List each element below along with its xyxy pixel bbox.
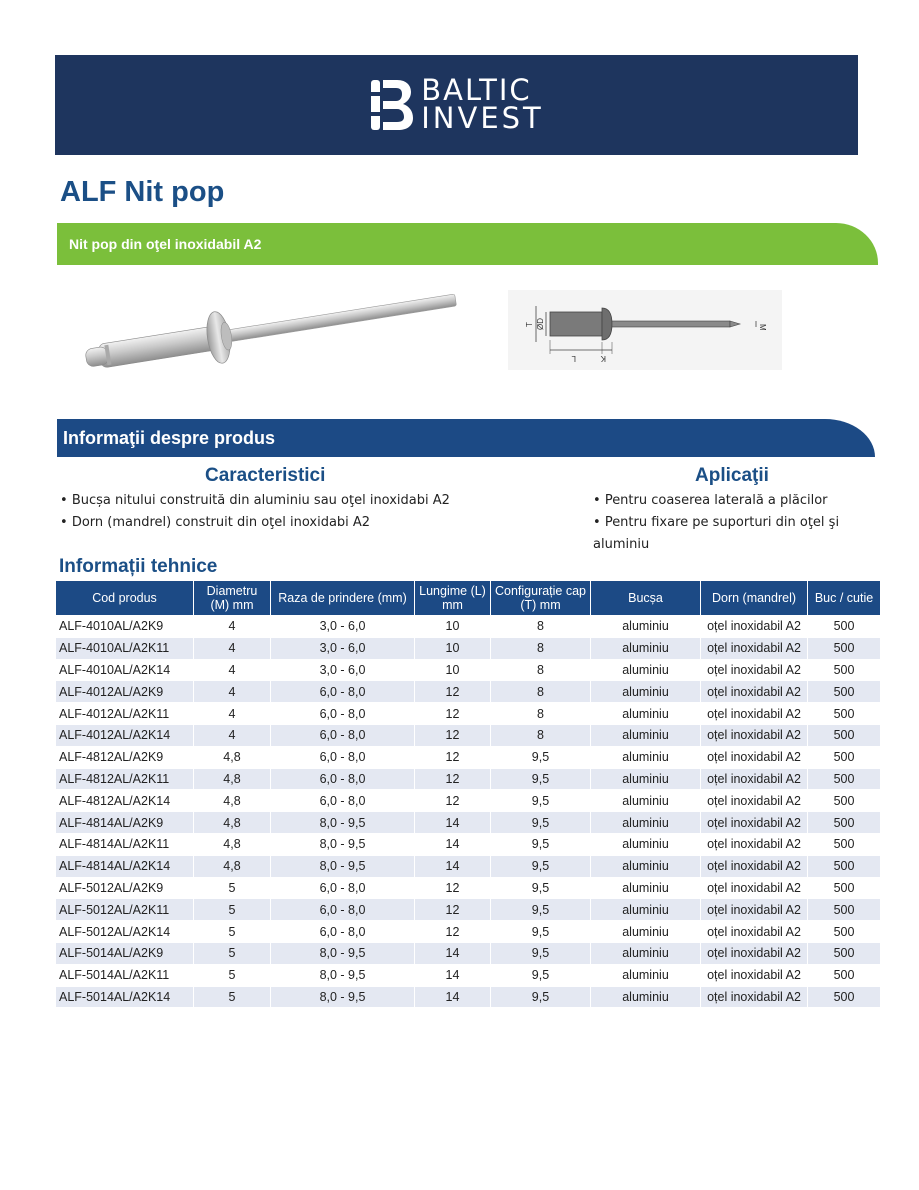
- cell-mandrel: oțel inoxidabil A2: [701, 877, 808, 899]
- dim-label-t: T: [525, 322, 534, 327]
- table-row: [56, 659, 881, 681]
- cell-length: 10: [415, 659, 491, 681]
- cell-qty: 500: [808, 724, 881, 746]
- cell-mandrel: oțel inoxidabil A2: [701, 681, 808, 703]
- table-row: [56, 637, 881, 659]
- cell-grip-range: 6,0 - 8,0: [271, 899, 415, 921]
- cell-length: 12: [415, 877, 491, 899]
- cell-length: 14: [415, 986, 491, 1008]
- characteristic-item: • Dorn (mandrel) construit din oţel inoxidabi A2: [60, 512, 450, 534]
- table-row: [56, 724, 881, 746]
- characteristics-heading: Caracteristici: [205, 465, 326, 486]
- cell-head: 8: [491, 659, 591, 681]
- info-section-title: Informaţii despre produs: [63, 427, 276, 448]
- spec-table: [55, 580, 881, 1008]
- cell-code: ALF-5014AL/A2K14: [56, 986, 194, 1008]
- cell-body: aluminiu: [591, 942, 701, 964]
- cell-length: 14: [415, 964, 491, 986]
- cell-diameter: 5: [194, 964, 271, 986]
- cell-head: 9,5: [491, 921, 591, 943]
- cell-diameter: 4: [194, 681, 271, 703]
- applications-heading: Aplicaţii: [695, 465, 769, 486]
- characteristics-list: [60, 490, 450, 534]
- table-row: [56, 877, 881, 899]
- cell-head: 9,5: [491, 855, 591, 877]
- cell-mandrel: oțel inoxidabil A2: [701, 921, 808, 943]
- col-header-body: Bucșa: [591, 581, 701, 616]
- baltic-invest-logo: [369, 73, 544, 135]
- rivet-dimension-drawing: [508, 290, 782, 370]
- cell-body: aluminiu: [591, 877, 701, 899]
- table-row: [56, 768, 881, 790]
- cell-qty: 500: [808, 986, 881, 1008]
- cell-body: aluminiu: [591, 986, 701, 1008]
- cell-head: 9,5: [491, 833, 591, 855]
- cell-body: aluminiu: [591, 724, 701, 746]
- cell-head: 8: [491, 616, 591, 638]
- cell-body: aluminiu: [591, 833, 701, 855]
- dim-label-d: ØD: [536, 318, 545, 330]
- cell-qty: 500: [808, 746, 881, 768]
- cell-head: 9,5: [491, 964, 591, 986]
- cell-mandrel: oțel inoxidabil A2: [701, 768, 808, 790]
- table-row: [56, 703, 881, 725]
- cell-qty: 500: [808, 812, 881, 834]
- cell-code: ALF-4814AL/A2K11: [56, 833, 194, 855]
- cell-diameter: 4,8: [194, 746, 271, 768]
- cell-qty: 500: [808, 790, 881, 812]
- cell-diameter: 4: [194, 703, 271, 725]
- cell-body: aluminiu: [591, 790, 701, 812]
- cell-grip-range: 6,0 - 8,0: [271, 921, 415, 943]
- dim-label-l: L: [571, 354, 576, 363]
- cell-body: aluminiu: [591, 921, 701, 943]
- cell-body: aluminiu: [591, 812, 701, 834]
- cell-diameter: 4: [194, 616, 271, 638]
- cell-grip-range: 6,0 - 8,0: [271, 746, 415, 768]
- col-header-length: Lungime (L) mm: [415, 581, 491, 616]
- cell-head: 9,5: [491, 746, 591, 768]
- cell-diameter: 5: [194, 942, 271, 964]
- cell-grip-range: 6,0 - 8,0: [271, 768, 415, 790]
- cell-grip-range: 3,0 - 6,0: [271, 637, 415, 659]
- cell-grip-range: 3,0 - 6,0: [271, 616, 415, 638]
- cell-qty: 500: [808, 703, 881, 725]
- cell-code: ALF-5012AL/A2K9: [56, 877, 194, 899]
- cell-body: aluminiu: [591, 681, 701, 703]
- cell-length: 12: [415, 703, 491, 725]
- cell-mandrel: oțel inoxidabil A2: [701, 964, 808, 986]
- col-header-code: Cod produs: [56, 581, 194, 616]
- cell-grip-range: 6,0 - 8,0: [271, 703, 415, 725]
- cell-qty: 500: [808, 833, 881, 855]
- cell-qty: 500: [808, 768, 881, 790]
- product-subtitle: Nit pop din oţel inoxidabil A2: [69, 236, 262, 252]
- cell-grip-range: 8,0 - 9,5: [271, 942, 415, 964]
- cell-length: 12: [415, 899, 491, 921]
- cell-code: ALF-5014AL/A2K11: [56, 964, 194, 986]
- cell-head: 9,5: [491, 768, 591, 790]
- rivet-photo: [78, 280, 466, 380]
- table-row: [56, 942, 881, 964]
- cell-diameter: 5: [194, 877, 271, 899]
- logo-line-2: INVEST: [421, 101, 544, 135]
- cell-grip-range: 8,0 - 9,5: [271, 986, 415, 1008]
- cell-length: 14: [415, 942, 491, 964]
- applications-list: [593, 490, 839, 534]
- cell-qty: 500: [808, 877, 881, 899]
- col-header-qty: Buc / cutie: [808, 581, 881, 616]
- cell-body: aluminiu: [591, 855, 701, 877]
- col-header-diameter: Diametru (M) mm: [194, 581, 271, 616]
- cell-mandrel: oțel inoxidabil A2: [701, 899, 808, 921]
- cell-grip-range: 6,0 - 8,0: [271, 724, 415, 746]
- cell-code: ALF-4010AL/A2K14: [56, 659, 194, 681]
- cell-head: 9,5: [491, 812, 591, 834]
- dim-label-k: K: [600, 354, 606, 363]
- cell-qty: 500: [808, 921, 881, 943]
- cell-mandrel: oțel inoxidabil A2: [701, 637, 808, 659]
- cell-diameter: 4,8: [194, 768, 271, 790]
- col-header-grip-range: Raza de prindere (mm): [271, 581, 415, 616]
- cell-head: 9,5: [491, 942, 591, 964]
- cell-qty: 500: [808, 659, 881, 681]
- cell-grip-range: 3,0 - 6,0: [271, 659, 415, 681]
- logo-line-1: BALTIC: [421, 73, 532, 108]
- logo-b-icon: [369, 76, 415, 134]
- cell-diameter: 4: [194, 724, 271, 746]
- cell-body: aluminiu: [591, 637, 701, 659]
- cell-code: ALF-4012AL/A2K9: [56, 681, 194, 703]
- cell-grip-range: 6,0 - 8,0: [271, 877, 415, 899]
- table-row: [56, 746, 881, 768]
- application-item: • Pentru fixare pe suporturi din oţel şi: [593, 512, 839, 534]
- cell-body: aluminiu: [591, 659, 701, 681]
- cell-body: aluminiu: [591, 964, 701, 986]
- cell-head: 8: [491, 637, 591, 659]
- cell-length: 12: [415, 768, 491, 790]
- cell-qty: 500: [808, 964, 881, 986]
- table-row: [56, 790, 881, 812]
- cell-mandrel: oțel inoxidabil A2: [701, 942, 808, 964]
- cell-head: 8: [491, 724, 591, 746]
- cell-diameter: 4: [194, 637, 271, 659]
- logo-text: [421, 73, 544, 135]
- cell-length: 14: [415, 855, 491, 877]
- cell-code: ALF-4812AL/A2K14: [56, 790, 194, 812]
- cell-grip-range: 8,0 - 9,5: [271, 833, 415, 855]
- characteristic-item: • Bucșa nitului construită din aluminiu sau oţel inoxidabi A2: [60, 490, 450, 512]
- table-row: [56, 964, 881, 986]
- cell-qty: 500: [808, 681, 881, 703]
- cell-length: 12: [415, 921, 491, 943]
- col-header-head: Configurație cap (T) mm: [491, 581, 591, 616]
- product-title: ALF Nit pop: [60, 176, 225, 208]
- cell-mandrel: oțel inoxidabil A2: [701, 703, 808, 725]
- cell-diameter: 5: [194, 921, 271, 943]
- cell-grip-range: 6,0 - 8,0: [271, 681, 415, 703]
- cell-length: 10: [415, 616, 491, 638]
- table-row: [56, 833, 881, 855]
- cell-diameter: 4,8: [194, 790, 271, 812]
- cell-diameter: 5: [194, 899, 271, 921]
- cell-code: ALF-4812AL/A2K9: [56, 746, 194, 768]
- cell-mandrel: oțel inoxidabil A2: [701, 833, 808, 855]
- cell-head: 8: [491, 703, 591, 725]
- cell-head: 9,5: [491, 986, 591, 1008]
- table-row: [56, 812, 881, 834]
- table-row: [56, 616, 881, 638]
- cell-diameter: 4: [194, 659, 271, 681]
- spec-table-body: [56, 616, 881, 1008]
- table-row: [56, 681, 881, 703]
- cell-diameter: 4,8: [194, 812, 271, 834]
- cell-diameter: 4,8: [194, 855, 271, 877]
- table-row: [56, 899, 881, 921]
- application-item: • Pentru coaserea laterală a plăcilor: [593, 490, 839, 512]
- cell-code: ALF-5012AL/A2K11: [56, 899, 194, 921]
- cell-length: 12: [415, 746, 491, 768]
- cell-body: aluminiu: [591, 746, 701, 768]
- cell-body: aluminiu: [591, 899, 701, 921]
- cell-grip-range: 6,0 - 8,0: [271, 790, 415, 812]
- cell-qty: 500: [808, 899, 881, 921]
- cell-code: ALF-4010AL/A2K9: [56, 616, 194, 638]
- cell-mandrel: oțel inoxidabil A2: [701, 855, 808, 877]
- cell-mandrel: oțel inoxidabil A2: [701, 986, 808, 1008]
- rivet-diagram: [508, 290, 782, 370]
- cell-length: 14: [415, 833, 491, 855]
- cell-qty: 500: [808, 637, 881, 659]
- table-row: [56, 986, 881, 1008]
- col-header-mandrel: Dorn (mandrel): [701, 581, 808, 616]
- subtitle-band: [57, 223, 878, 265]
- cell-body: aluminiu: [591, 616, 701, 638]
- dim-label-m: M: [758, 324, 767, 331]
- table-row: [56, 855, 881, 877]
- header-band: [55, 55, 858, 155]
- cell-head: 9,5: [491, 899, 591, 921]
- cell-grip-range: 8,0 - 9,5: [271, 855, 415, 877]
- cell-body: aluminiu: [591, 703, 701, 725]
- cell-qty: 500: [808, 942, 881, 964]
- table-row: [56, 921, 881, 943]
- tech-info-title: Informații tehnice: [59, 556, 218, 577]
- cell-qty: 500: [808, 855, 881, 877]
- cell-grip-range: 8,0 - 9,5: [271, 812, 415, 834]
- cell-code: ALF-4012AL/A2K14: [56, 724, 194, 746]
- cell-mandrel: oțel inoxidabil A2: [701, 790, 808, 812]
- cell-length: 14: [415, 812, 491, 834]
- cell-head: 9,5: [491, 877, 591, 899]
- cell-head: 9,5: [491, 790, 591, 812]
- cell-code: ALF-4012AL/A2K11: [56, 703, 194, 725]
- cell-grip-range: 8,0 - 9,5: [271, 964, 415, 986]
- cell-length: 10: [415, 637, 491, 659]
- cell-mandrel: oțel inoxidabil A2: [701, 724, 808, 746]
- cell-code: ALF-4814AL/A2K9: [56, 812, 194, 834]
- cell-code: ALF-4010AL/A2K11: [56, 637, 194, 659]
- cell-code: ALF-4814AL/A2K14: [56, 855, 194, 877]
- cell-mandrel: oțel inoxidabil A2: [701, 746, 808, 768]
- cell-qty: 500: [808, 616, 881, 638]
- cell-mandrel: oțel inoxidabil A2: [701, 616, 808, 638]
- cell-code: ALF-4812AL/A2K11: [56, 768, 194, 790]
- cell-diameter: 5: [194, 986, 271, 1008]
- cell-code: ALF-5014AL/A2K9: [56, 942, 194, 964]
- cell-diameter: 4,8: [194, 833, 271, 855]
- cell-code: ALF-5012AL/A2K14: [56, 921, 194, 943]
- cell-length: 12: [415, 724, 491, 746]
- application-item-continuation: aluminiu: [593, 537, 650, 552]
- cell-head: 8: [491, 681, 591, 703]
- cell-length: 12: [415, 790, 491, 812]
- cell-body: aluminiu: [591, 768, 701, 790]
- info-section-band: [57, 419, 875, 457]
- table-header-row: [56, 581, 881, 616]
- cell-mandrel: oțel inoxidabil A2: [701, 812, 808, 834]
- cell-length: 12: [415, 681, 491, 703]
- cell-mandrel: oțel inoxidabil A2: [701, 659, 808, 681]
